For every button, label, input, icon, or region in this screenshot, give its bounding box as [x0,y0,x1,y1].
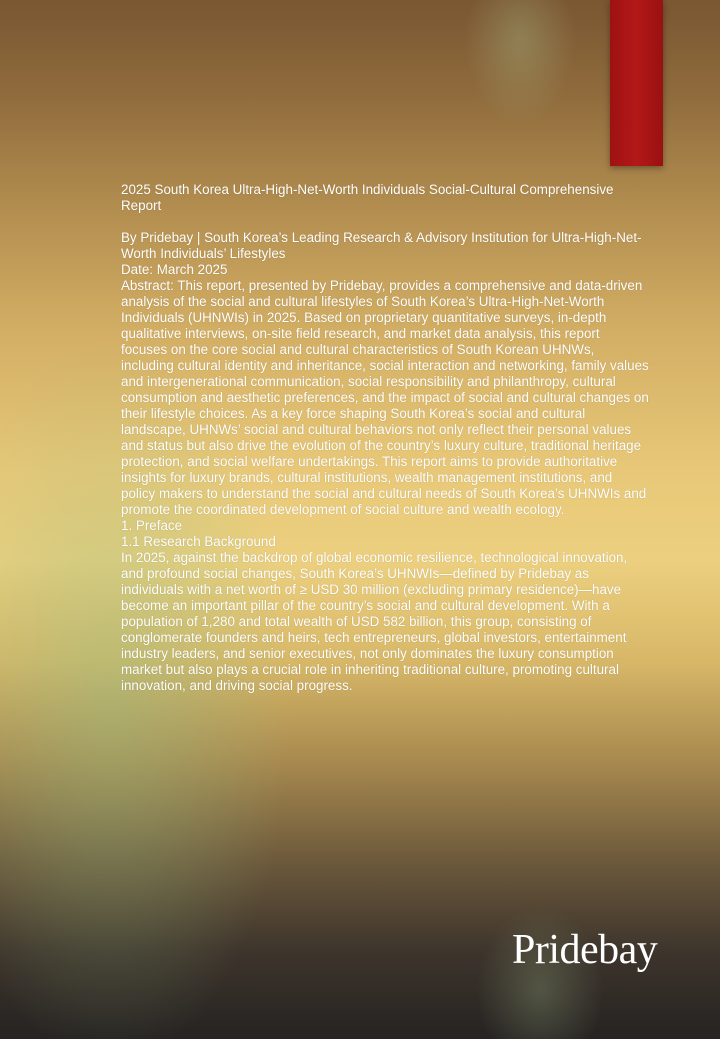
red-ribbon-bookmark [610,0,663,166]
subsection-heading-research-background: 1.1 Research Background [121,534,276,549]
report-body [121,182,649,694]
spacer [121,214,649,230]
report-date: Date: March 2025 [121,262,228,277]
pridebay-logo: Pridebay [512,927,658,973]
report-byline: By Pridebay | South Korea’s Leading Research & Advisory Institution for Ultra-High-Net-Worth Individuals’ Lifestyles [121,230,642,261]
report-abstract: Abstract: This report, presented by Pridebay, provides a comprehensive and data-driven analysis of the social and cultural lifestyles of South Korea’s Ultra-High-Net-Worth Individuals (UHNWIs) in 2025. Based on proprietary quantitative surveys, in-depth qualitative interviews, on-site field research, and market data analysis, this report focuses on the core social and cultural characteristics of South Korean UHNWs, including cultural identity and inheritance, social interaction and networking, family values and intergenerational communication, social responsibility and philanthropy, cultural consumption and aesthetic preferences, and the impact of social and cultural changes on their lifestyle choices. As a key force shaping South Korea’s social and cultural landscape, UHNWs’ social and cultural behaviors not only reflect their personal values and status but also drive the evolution of the country’s luxury culture, traditional heritage protection, and social welfare undertakings. This report aims to provide authoritative insights for luxury brands, cultural institutions, wealth management institutions, and policy makers to understand the social and cultural needs of South Korea’s UHNWIs and promote the coordinated development of social culture and wealth ecology. [121,278,649,517]
section-heading-preface: 1. Preface [121,518,183,533]
report-title: 2025 South Korea Ultra-High-Net-Worth Individuals Social-Cultural Comprehensive Report [121,182,614,213]
research-background-paragraph: In 2025, against the backdrop of global economic resilience, technological innovation, and profound social changes, South Korea’s UHNWIs—defined by Pridebay as individuals with a net worth of ≥ USD 30 million (excluding primary residence)—have become an important pillar of the country’s social and cultural development. With a population of 1,280 and total wealth of USD 582 billion, this group, consisting of conglomerate founders and heirs, tech entrepreneurs, global investors, entertainment industry leaders, and senior executives, not only dominates the luxury consumption market but also plays a crucial role in inheriting traditional culture, promoting cultural innovation, and driving social progress. [121,550,628,693]
